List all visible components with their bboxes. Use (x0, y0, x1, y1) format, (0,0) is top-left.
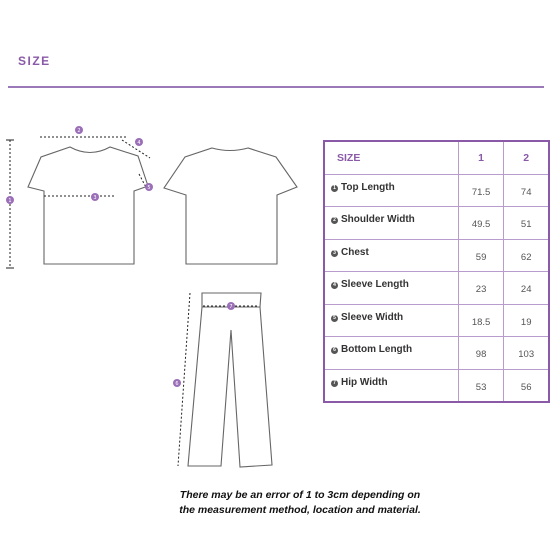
page-title: SIZE (18, 54, 51, 68)
svg-text:6: 6 (175, 381, 179, 387)
size-2-value: 24 (504, 272, 549, 305)
row-label (324, 272, 458, 305)
row-number-badge: 1 (331, 185, 338, 192)
row-label (324, 304, 458, 337)
row-number-badge: 4 (331, 282, 338, 289)
table-header-row (324, 141, 549, 174)
pants (188, 293, 272, 467)
size-column-header: SIZE (324, 141, 458, 174)
row-number-badge: 3 (331, 250, 338, 257)
row-number-badge: 7 (331, 380, 338, 387)
row-number-badge: 5 (331, 315, 338, 322)
row-number-badge: 2 (331, 217, 338, 224)
size-2-value: 56 (504, 369, 549, 402)
row-label (324, 174, 458, 207)
size-1-value: 49.5 (458, 207, 504, 240)
row-label-text: Chest (341, 246, 369, 258)
size-chart-table (323, 140, 550, 403)
marker-1 (6, 196, 14, 204)
size-1-column-header: 1 (458, 141, 504, 174)
table-row (324, 304, 549, 337)
marker-5 (145, 183, 153, 191)
row-label (324, 239, 458, 272)
svg-text:4: 4 (137, 140, 141, 146)
marker-6 (173, 379, 181, 387)
size-2-value: 74 (504, 174, 549, 207)
svg-text:5: 5 (147, 185, 151, 191)
marker-7 (227, 302, 235, 310)
table-row (324, 369, 549, 402)
front-tshirt (28, 147, 151, 264)
table-row (324, 272, 549, 305)
size-2-value: 51 (504, 207, 549, 240)
svg-text:3: 3 (93, 195, 97, 201)
size-1-value: 98 (458, 337, 504, 370)
back-tshirt (164, 148, 297, 264)
size-1-value: 53 (458, 369, 504, 402)
measurement-disclaimer (100, 488, 500, 518)
row-label (324, 337, 458, 370)
marker-2 (75, 126, 83, 134)
row-label (324, 369, 458, 402)
svg-text:7: 7 (229, 304, 233, 310)
row-label-text: Top Length (341, 181, 395, 193)
size-2-column-header: 2 (504, 141, 549, 174)
table-row (324, 239, 549, 272)
marker-3 (91, 193, 99, 201)
disclaimer-line-2: the measurement method, location and material. (179, 504, 421, 516)
row-label-text: Shoulder Width (341, 214, 415, 225)
row-label-text: Sleeve Length (341, 279, 409, 290)
row-label (324, 207, 458, 240)
svg-text:2: 2 (77, 128, 81, 134)
disclaimer-line-1: There may be an error of 1 to 3cm depending on (179, 489, 421, 501)
size-1-value: 23 (458, 272, 504, 305)
table-row (324, 207, 549, 240)
svg-text:1: 1 (8, 198, 12, 204)
size-1-value: 18.5 (458, 304, 504, 337)
row-label-text: Bottom Length (341, 344, 413, 355)
marker-4 (135, 138, 143, 146)
size-2-value: 62 (504, 239, 549, 272)
size-1-value: 59 (458, 239, 504, 272)
bottom-length-line (178, 293, 190, 466)
row-label-text: Sleeve Width (341, 311, 404, 323)
row-number-badge: 6 (331, 347, 338, 354)
table-row (324, 174, 549, 207)
table-row (324, 337, 549, 370)
size-2-value: 103 (504, 337, 549, 370)
row-label-text: Hip Width (341, 376, 388, 388)
size-1-value: 71.5 (458, 174, 504, 207)
size-2-value: 19 (504, 304, 549, 337)
